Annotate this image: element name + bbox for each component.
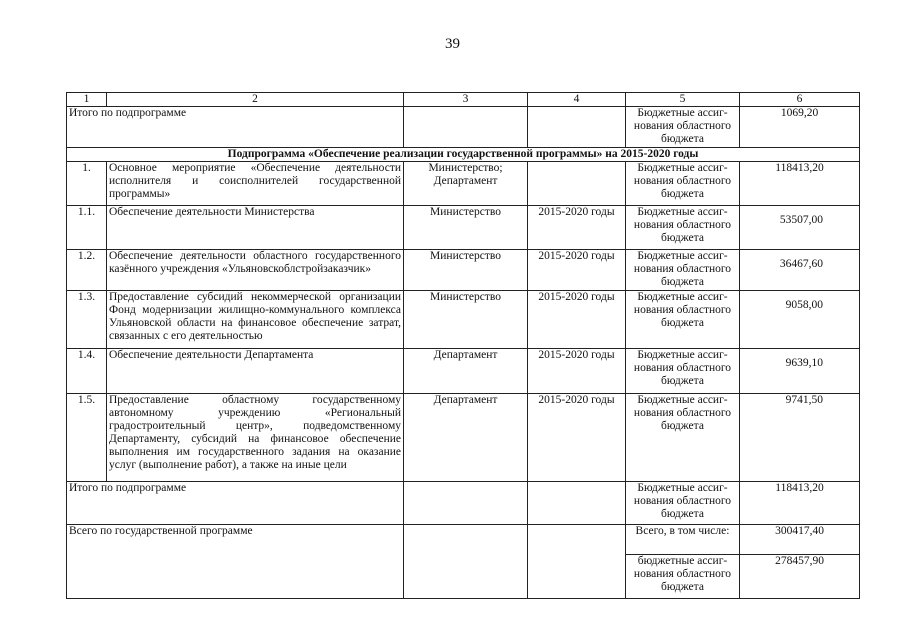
executor-cell: Министерство	[404, 250, 528, 291]
executor-cell: Министерство	[404, 291, 528, 349]
grand-total-label: Всего по государственной программе	[67, 525, 404, 599]
executor-cell: Министерство; Департамент	[404, 162, 528, 206]
item-number: 1.1.	[67, 206, 107, 250]
table-body	[67, 93, 860, 599]
subprogram-title: Подпрограмма «Обеспечение реализации государственной программы» на 2015-2020 годы	[67, 148, 860, 162]
funding-source: Бюджетные ассиг-нования областного бюджета	[626, 107, 740, 148]
funding-source: Бюджетные ассиг-нования областного бюджета	[626, 206, 740, 250]
period-cell: 2015-2020 годы	[528, 250, 626, 291]
item-name: Предоставление областному государственному автономному учреждению «Региональный градостроительный центр», подведомственному Департаменту, субсидий на финансовое обеспечение выполнения им государственного задания на оказание услуг (выполнение работ), а также на иные цели	[107, 394, 404, 482]
executor-cell: Департамент	[404, 349, 528, 394]
period-cell	[528, 482, 626, 525]
executor-cell	[404, 482, 528, 525]
period-cell: 2015-2020 годы	[528, 349, 626, 394]
table-row	[67, 250, 860, 291]
amount: 1069,20	[740, 107, 860, 148]
funding-source: Бюджетные ассиг-нования областного бюджета	[626, 291, 740, 349]
grand-total-budget-amount: 278457,90	[740, 555, 860, 599]
period-cell	[528, 107, 626, 148]
col-number-2: 2	[107, 93, 404, 107]
amount: 9741,50	[740, 394, 860, 482]
item-number: 1.2.	[67, 250, 107, 291]
executor-cell	[404, 525, 528, 599]
item-name: Обеспечение деятельности областного государственного казённого учреждения «Ульяновскоблстройзаказчик»	[107, 250, 404, 291]
item-number: 1.5.	[67, 394, 107, 482]
period-cell: 2015-2020 годы	[528, 206, 626, 250]
grand-total-source: Всего, в том числе:	[626, 525, 740, 555]
col-number-5: 5	[626, 93, 740, 107]
program-table	[66, 92, 860, 599]
grand-total-budget-source: бюджетные ассиг-нования областного бюджета	[626, 555, 740, 599]
subprogram-heading-row	[67, 148, 860, 162]
table-row	[67, 394, 860, 482]
amount: 118413,20	[740, 482, 860, 525]
item-name: Обеспечение деятельности Министерства	[107, 206, 404, 250]
table-row	[67, 482, 860, 525]
table-row	[67, 349, 860, 394]
executor-cell	[404, 107, 528, 148]
funding-source: Бюджетные ассиг-нования областного бюджета	[626, 482, 740, 525]
funding-source: Бюджетные ассиг-нования областного бюджета	[626, 349, 740, 394]
table-row	[67, 525, 860, 555]
col-number-6: 6	[740, 93, 860, 107]
grand-total-amount: 300417,40	[740, 525, 860, 555]
table-row	[67, 162, 860, 206]
table-row	[67, 206, 860, 250]
table-row	[67, 291, 860, 349]
funding-source: Бюджетные ассиг-нования областного бюджета	[626, 162, 740, 206]
period-cell: 2015-2020 годы	[528, 394, 626, 482]
col-number-3: 3	[404, 93, 528, 107]
column-number-row	[67, 93, 860, 107]
period-cell: 2015-2020 годы	[528, 291, 626, 349]
item-number: 1.	[67, 162, 107, 206]
amount: 53507,00	[740, 206, 860, 250]
table-row	[67, 107, 860, 148]
amount: 118413,20	[740, 162, 860, 206]
subtotal-label: Итого по подпрограмме	[67, 482, 404, 525]
item-name: Предоставление субсидий некоммерческой организации Фонд модернизации жилищно-коммунального комплекса Ульяновской области на финансовое обеспечение затрат, связанных с его деятельностью	[107, 291, 404, 349]
amount: 9639,10	[740, 349, 860, 394]
col-number-4: 4	[528, 93, 626, 107]
executor-cell: Департамент	[404, 394, 528, 482]
period-cell	[528, 162, 626, 206]
amount: 9058,00	[740, 291, 860, 349]
item-name: Основное мероприятие «Обеспечение деятельности исполнителя и соисполнителей государственной программы»	[107, 162, 404, 206]
funding-source: Бюджетные ассиг-нования областного бюджета	[626, 250, 740, 291]
item-name: Обеспечение деятельности Департамента	[107, 349, 404, 394]
period-cell	[528, 525, 626, 599]
item-number: 1.3.	[67, 291, 107, 349]
col-number-1: 1	[67, 93, 107, 107]
item-number: 1.4.	[67, 349, 107, 394]
subtotal-label: Итого по подпрограмме	[67, 107, 404, 148]
amount: 36467,60	[740, 250, 860, 291]
executor-cell: Министерство	[404, 206, 528, 250]
funding-source: Бюджетные ассиг-нования областного бюджета	[626, 394, 740, 482]
page-number: 39	[445, 36, 460, 52]
